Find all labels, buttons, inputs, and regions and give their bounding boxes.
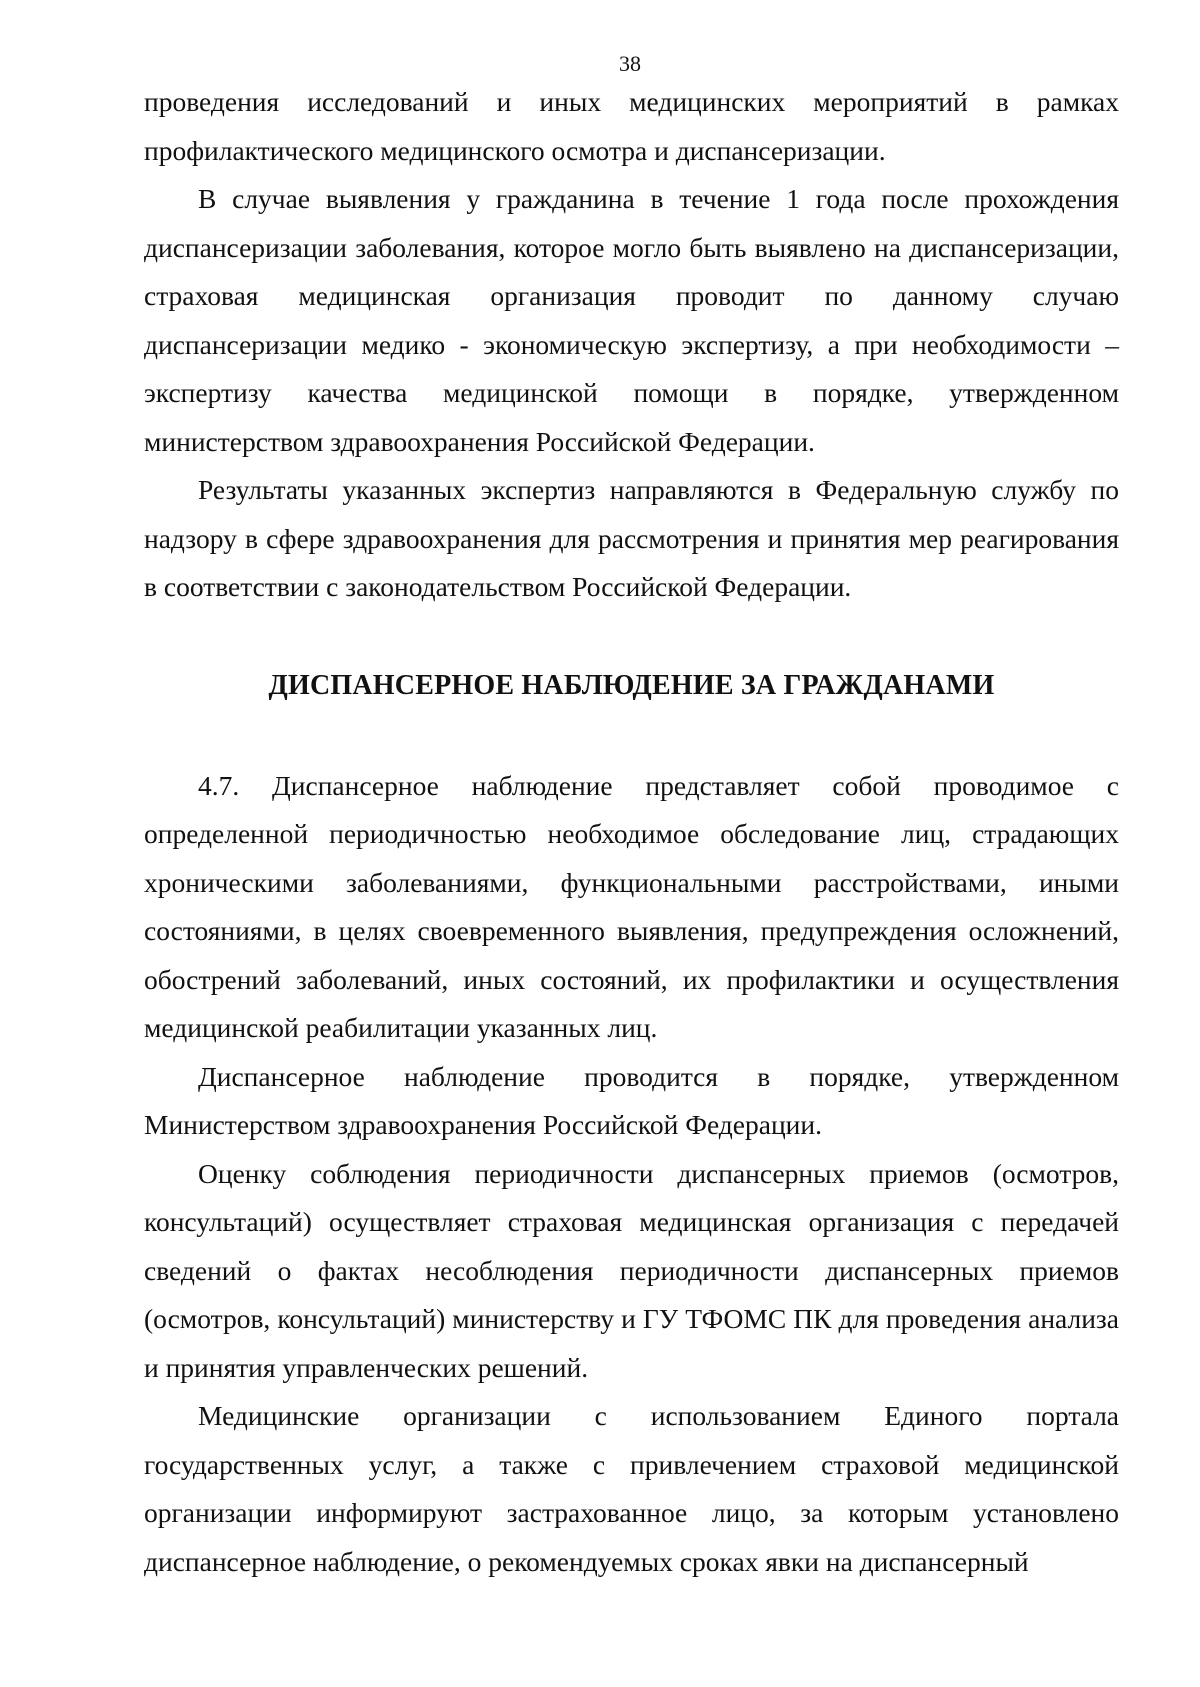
paragraph-continuation: проведения исследований и иных медицинских мероприятий в рамках профилактического медицинского осмотра и диспансеризации. (144, 86, 1119, 166)
document-body (144, 78, 1119, 1586)
paragraph-expertise: В случае выявления у гражданина в течение 1 года после прохождения диспансеризации заболевания, которое могло быть выявлено на диспансеризации, страховая медицинская организация проводит по данному случаю диспансеризации медико - экономическую экспертизу, а при необходимости – экспертизу качества медицинской помощи в порядке, утвержденном министерством здравоохранения Российской Федерации. (144, 183, 1119, 457)
paragraph-results: Результаты указанных экспертиз направляются в Федеральную службу по надзору в сфере здравоохранения для рассмотрения и принятия мер реагирования в соответствии с законодательством Российской Федерации. (144, 474, 1119, 602)
section-heading: ДИСПАНСЕРНОЕ НАБЛЮДЕНИЕ ЗА ГРАЖДАНАМИ (268, 669, 995, 701)
paragraph-evaluation: Оценку соблюдения периодичности диспансерных приемов (осмотров, консультаций) осуществляет страховая медицинская организация с передачей сведений о фактах несоблюдения периодичности диспансерных приемов (осмотров, консультаций) министерству и ГУ ТФОМС ПК для проведения анализа и принятия управленческих решений. (144, 1157, 1119, 1383)
page-number: 38 (619, 51, 641, 76)
paragraph-informing: Медицинские организации с использованием Единого портала государственных услуг, а также с привлечением страховой медицинской организации информируют застрахованное лицо, за которым установлено диспансерное наблюдение, о рекомендуемых сроках явки на диспансерный (144, 1400, 1119, 1577)
paragraph-4-7: 4.7. Диспансерное наблюдение представляет собой проводимое с определенной периодичностью необходимое обследование лиц, страдающих хроническими заболеваниями, функциональными расстройствами, иными состояниями, в целях своевременного выявления, предупреждения осложнений, обострений заболеваний, иных состояний, их профилактики и осуществления медицинской реабилитации указанных лиц. (144, 769, 1119, 1043)
paragraph-procedure: Диспансерное наблюдение проводится в порядке, утвержденном Министерством здравоохранения Российской Федерации. (144, 1060, 1119, 1140)
